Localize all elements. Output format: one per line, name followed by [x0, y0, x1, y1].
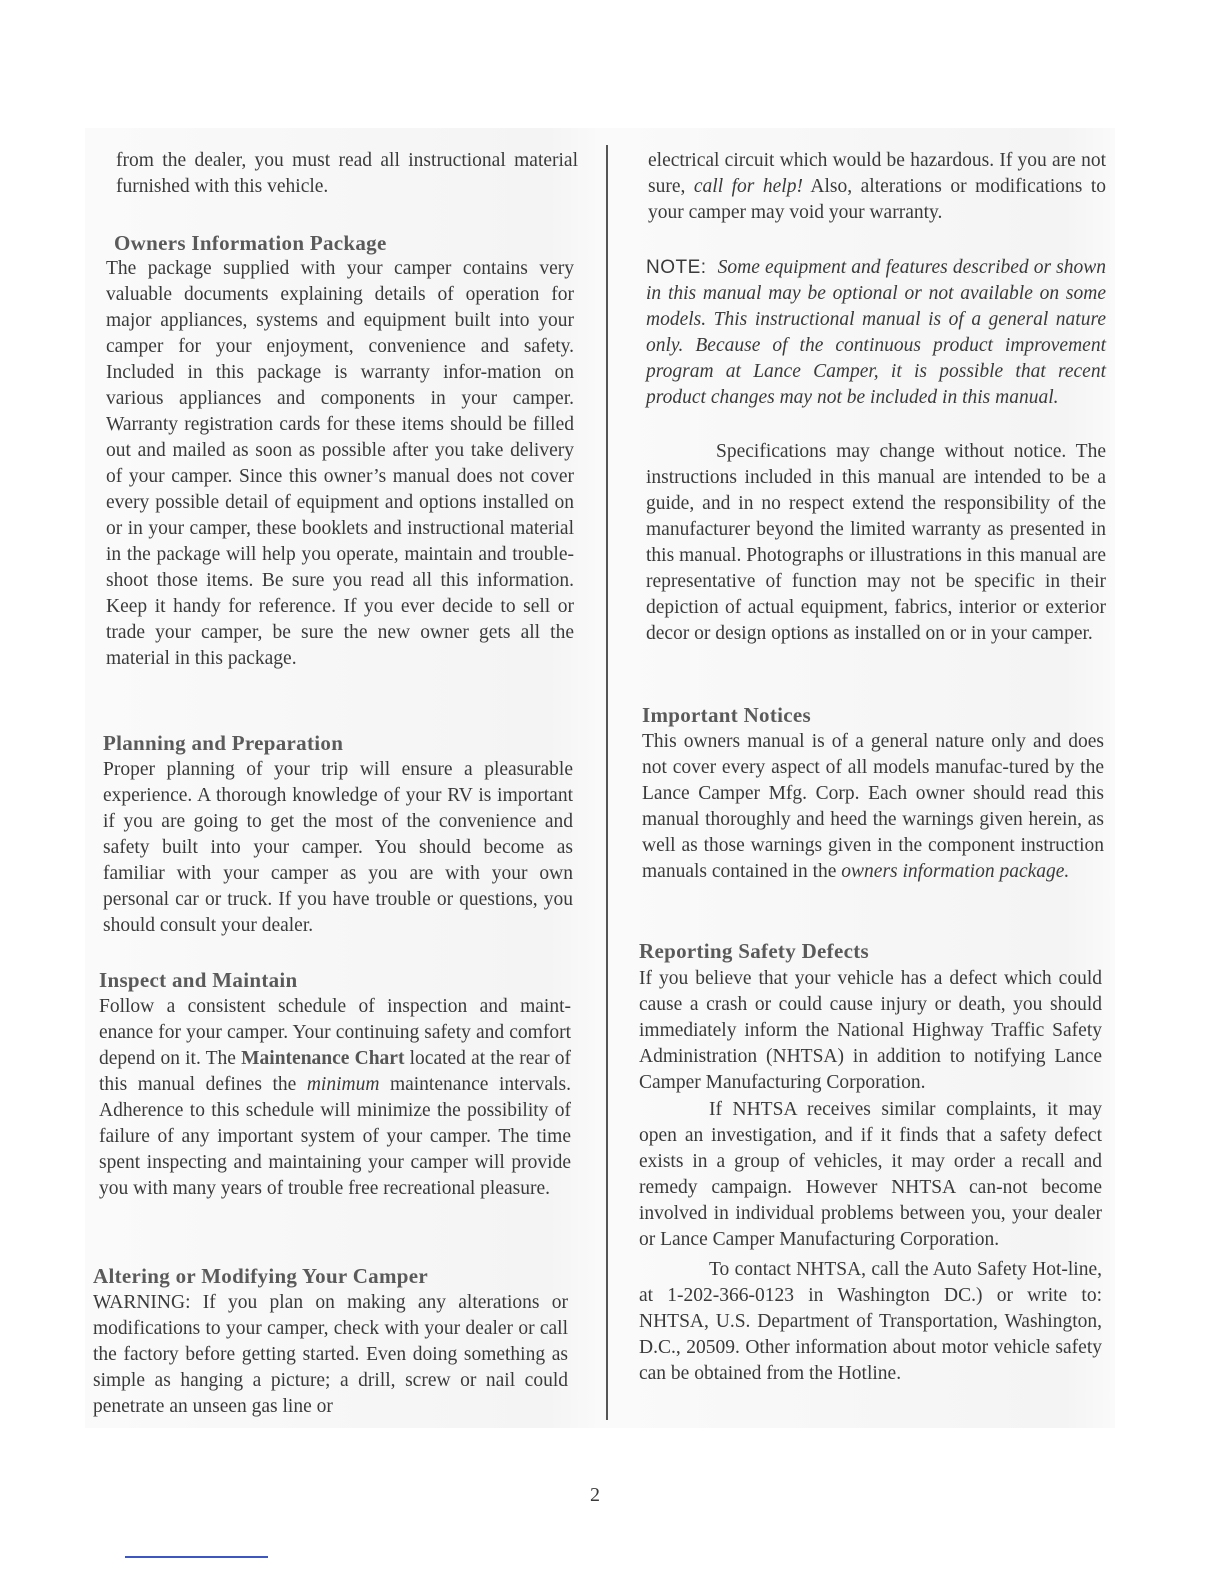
- owners-info-package-term: owners information package.: [841, 861, 1070, 882]
- planning-heading: Planning and Preparation: [103, 731, 344, 755]
- inspect-heading: Inspect and Maintain: [99, 968, 298, 992]
- minimum-term: minimum: [306, 1074, 380, 1095]
- defects-paragraph-3: To contact NHTSA, call the Auto Safety Hot-line, at 1-202-366-0123 in Washington DC.) or write to: NHTSA, U.S. Department of Transportation, Washington, D.C., 20509. Other information about motor vehicle safety can be obtained from the Hotline.: [639, 1259, 1102, 1384]
- alteration-continued-part1: electrical circuit which would be hazardous. If you are not sure,: [648, 150, 1106, 197]
- note-paragraph: [646, 255, 1106, 411]
- footer-rule: [125, 1556, 268, 1558]
- owners-info-heading: Owners Information Package: [114, 231, 387, 255]
- intro-paragraph: from the dealer, you must read all instructional material furnished with this vehicle.: [116, 150, 578, 197]
- column-divider: [606, 145, 608, 1420]
- notices-body: [642, 729, 1104, 885]
- inspect-body: [99, 994, 571, 1202]
- inspect-body-part3: maintenance intervals. Adherence to this schedule will minimize the possibility of failure of any important system of your camper. The time spent inspecting and maintaining your camper will provide you with many years of trouble free recreational pleasure.: [99, 1074, 572, 1199]
- notices-body-text: This owners manual is of a general nature only and does not cover every aspect of all models manufac-tured by the Lance Camper Mfg. Corp. Each owner should read this manual thoroughly and heed the warnings given herein, as well as those warnings given in the component instruction manuals contained in the: [642, 731, 1104, 882]
- alteration-continued: [648, 148, 1106, 226]
- altering-heading: Altering or Modifying Your Camper: [93, 1264, 428, 1288]
- altering-body: WARNING: If you plan on making any alterations or modifications to your camper, check with your dealer or call the factory before getting started. Even doing something as simple as hanging a picture; a drill, screw or nail could penetrate an unseen gas line or: [93, 1292, 568, 1417]
- defects-paragraph-2: If NHTSA receives similar complaints, it may open an investigation, and if it finds that a safety defect exists in a group of vehicles, it may order a recall and remedy campaign. However NHTSA can-not become involved in individual problems between you, your dealer or Lance Camper Manufacturing Corporation.: [639, 1099, 1102, 1250]
- inspect-body-part2: located at the rear of this manual defines the: [99, 1048, 571, 1095]
- inspect-body-part1: Follow a consistent schedule of inspection and maint-enance for your camper. Your continuing safety and comfort depend on it. The: [99, 996, 571, 1069]
- defects-paragraph-1: If you believe that your vehicle has a defect which could cause a crash or could cause injury or death, you should immediately inform the National Highway Traffic Safety Administration (NHTSA) in addition to notifying Lance Camper Manufacturing Corporation.: [639, 968, 1102, 1093]
- page-number: 2: [590, 1484, 600, 1506]
- call-for-help-text: call for help!: [693, 176, 803, 197]
- alteration-continued-part2: Also, alterations or modifications to your camper may void your warranty.: [648, 176, 1106, 223]
- specifications-paragraph: Specifications may change without notice. The instructions included in this manual are intended to be a guide, and in no respect extend the responsibility of the manufacturer beyond the limited warranty as presented in this manual. Photographs or illustrations in this manual are representative of function may not be specific in their depiction of actual equipment, fabrics, interior or exterior decor or design options as installed on or in your camper.: [646, 441, 1106, 644]
- maintenance-chart-term: Maintenance Chart: [241, 1048, 405, 1069]
- planning-body: Proper planning of your trip will ensure a pleasurable experience. A thorough knowledge of your RV is important if you are going to get the most of the convenience and safety built into your camper. You should become as familiar with your camper as you are with your own personal car or truck. If you have trouble or questions, you should consult your dealer.: [103, 759, 573, 936]
- note-label: NOTE:: [646, 257, 707, 278]
- notices-heading: Important Notices: [642, 703, 811, 727]
- owners-info-body: The package supplied with your camper contains very valuable documents explaining details of operation for major appliances, systems and equipment built into your camper for your enjoyment, convenience and safety. Included in this package is warranty infor-mation on various appliances and components in your camper. Warranty registration cards for these items should be filled out and mailed as soon as possible after you take delivery of your camper. Since this owner’s manual does not cover every possible detail of equipment and options installed on or in your camper, these booklets and instructional material in the package will help you operate, maintain and trouble-shoot those items. Be sure you read all this information. Keep it handy for reference. If you ever decide to sell or trade your camper, be sure the new owner gets all the material in this package.: [106, 258, 574, 669]
- note-body: Some equipment and features described or shown in this manual may be optional or not available on some models. This instructional manual is of a general nature only. Because of the continuous product improvement program at Lance Camper, it is possible that recent product changes may not be included in this manual.: [646, 257, 1106, 408]
- defects-heading: Reporting Safety Defects: [639, 939, 869, 963]
